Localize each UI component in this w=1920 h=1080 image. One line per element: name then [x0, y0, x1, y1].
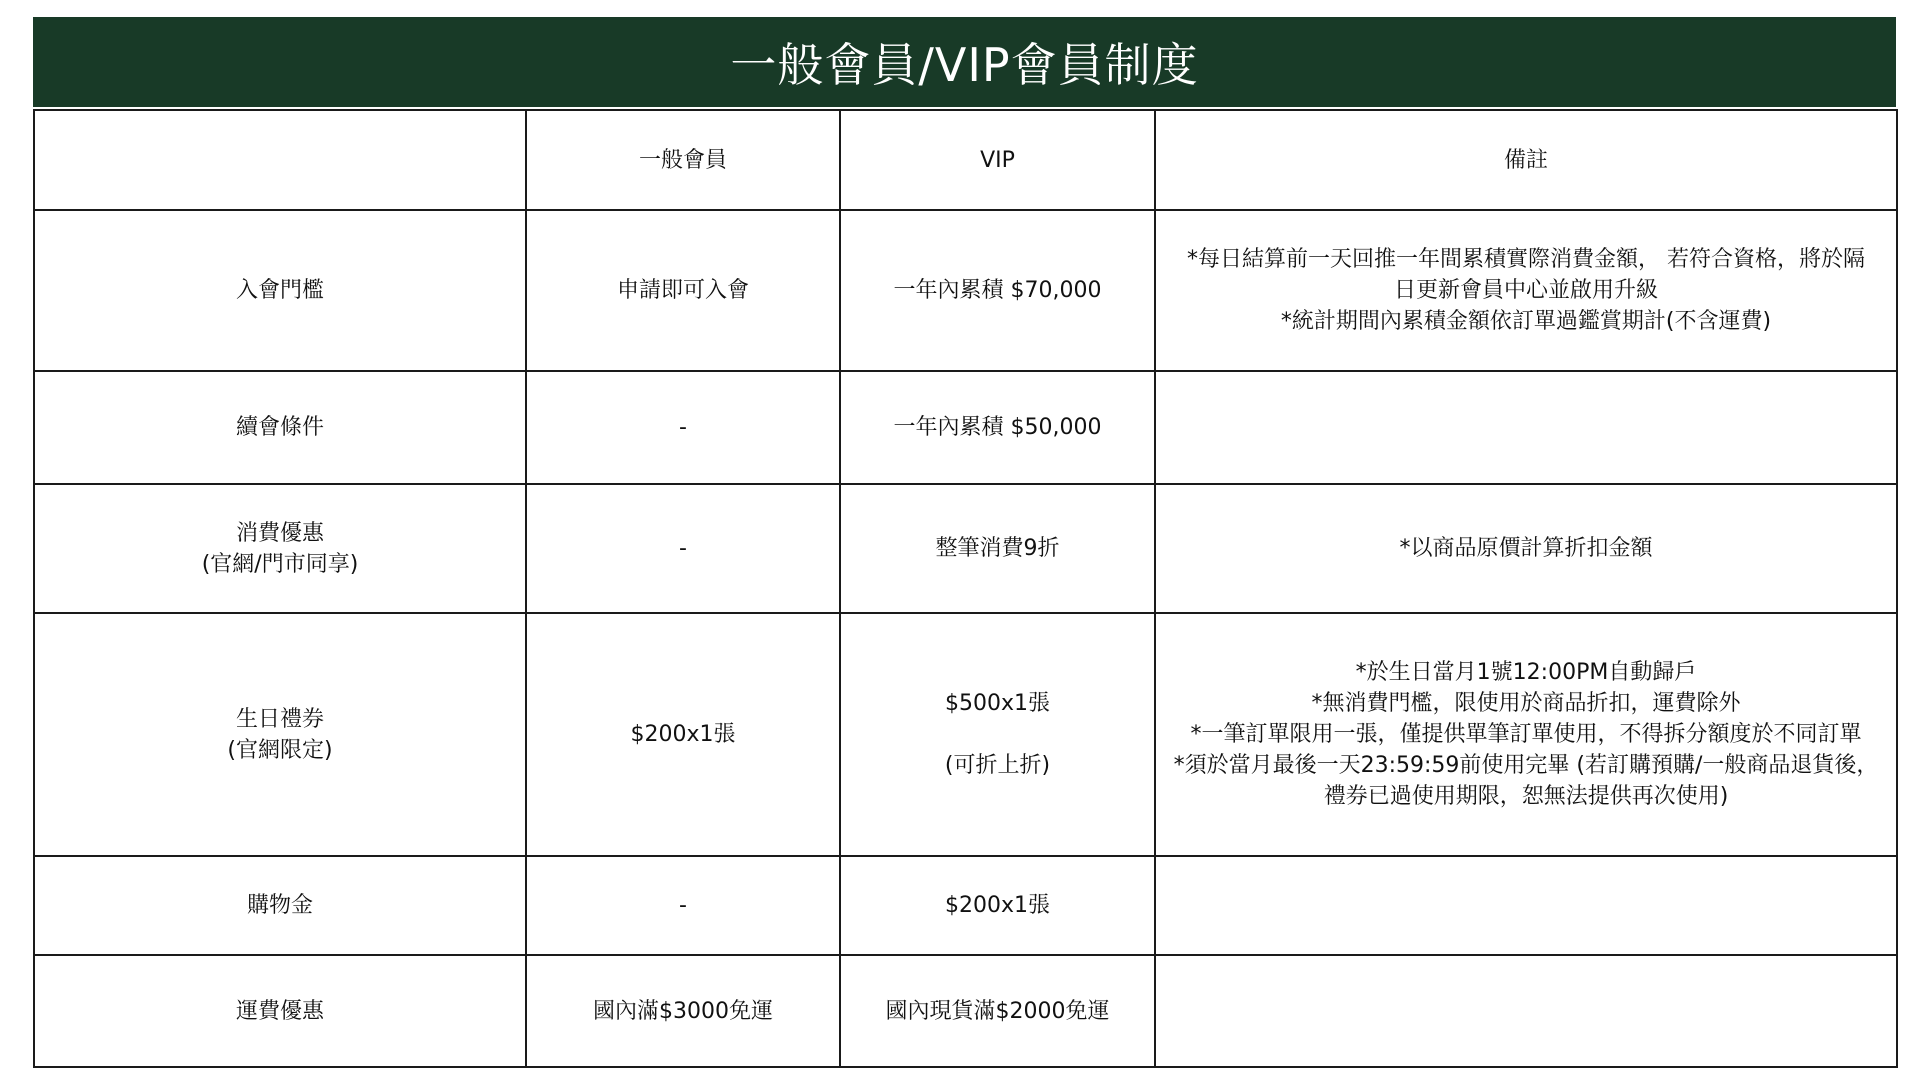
row-shopping-credit — [34, 856, 1897, 955]
header-cell-general: 一般會員 — [526, 110, 840, 210]
page-title: 一般會員/VIP會員制度 — [730, 38, 1199, 92]
row-renewal-condition — [34, 371, 1897, 484]
header-cell-blank — [34, 110, 526, 210]
row-label: 入會門檻 — [34, 210, 526, 371]
row-label: 運費優惠 — [34, 955, 526, 1067]
general-value: 國內滿$3000免運 — [526, 955, 840, 1067]
note-value — [1155, 856, 1897, 955]
general-value: - — [526, 371, 840, 484]
row-entry-threshold — [34, 210, 1897, 371]
note-value: *以商品原價計算折扣金額 — [1155, 484, 1897, 613]
table-header-row — [34, 110, 1897, 210]
header-cell-vip: VIP — [840, 110, 1155, 210]
vip-value: 整筆消費9折 — [840, 484, 1155, 613]
vip-value: 一年內累積 $70,000 — [840, 210, 1155, 371]
general-value: - — [526, 484, 840, 613]
note-value — [1155, 955, 1897, 1067]
vip-value: $200x1張 — [840, 856, 1155, 955]
vip-value: $500x1張 (可折上折) — [840, 613, 1155, 856]
title-banner — [33, 17, 1896, 107]
row-label: 續會條件 — [34, 371, 526, 484]
note-value: *每日結算前一天回推一年間累積實際消費金額， 若符合資格，將於隔 日更新會員中心並啟用升級 *統計期間內累積金額依訂單過鑑賞期計(不含運費) — [1155, 210, 1897, 371]
row-label: 消費優惠 (官網/門市同享) — [34, 484, 526, 613]
vip-value: 國內現貨滿$2000免運 — [840, 955, 1155, 1067]
row-shipping-discount — [34, 955, 1897, 1067]
general-value: 申請即可入會 — [526, 210, 840, 371]
general-value: - — [526, 856, 840, 955]
note-value: *於生日當月1號12:00PM自動歸戶 *無消費門檻，限使用於商品折扣，運費除外 *一筆訂單限用一張，僅提供單筆訂單使用，不得拆分額度於不同訂單 *須於當月最後一天23:59:59前使用完畢 (若訂購預購/一般商品退貨後， 禮券已過使用期限，恕無法提供再次使用) — [1155, 613, 1897, 856]
row-spending-discount — [34, 484, 1897, 613]
membership-table — [33, 109, 1898, 1068]
vip-value: 一年內累積 $50,000 — [840, 371, 1155, 484]
row-label: 生日禮券 (官網限定) — [34, 613, 526, 856]
row-birthday-voucher — [34, 613, 1897, 856]
general-value: $200x1張 — [526, 613, 840, 856]
row-label: 購物金 — [34, 856, 526, 955]
note-value — [1155, 371, 1897, 484]
header-cell-note: 備註 — [1155, 110, 1897, 210]
